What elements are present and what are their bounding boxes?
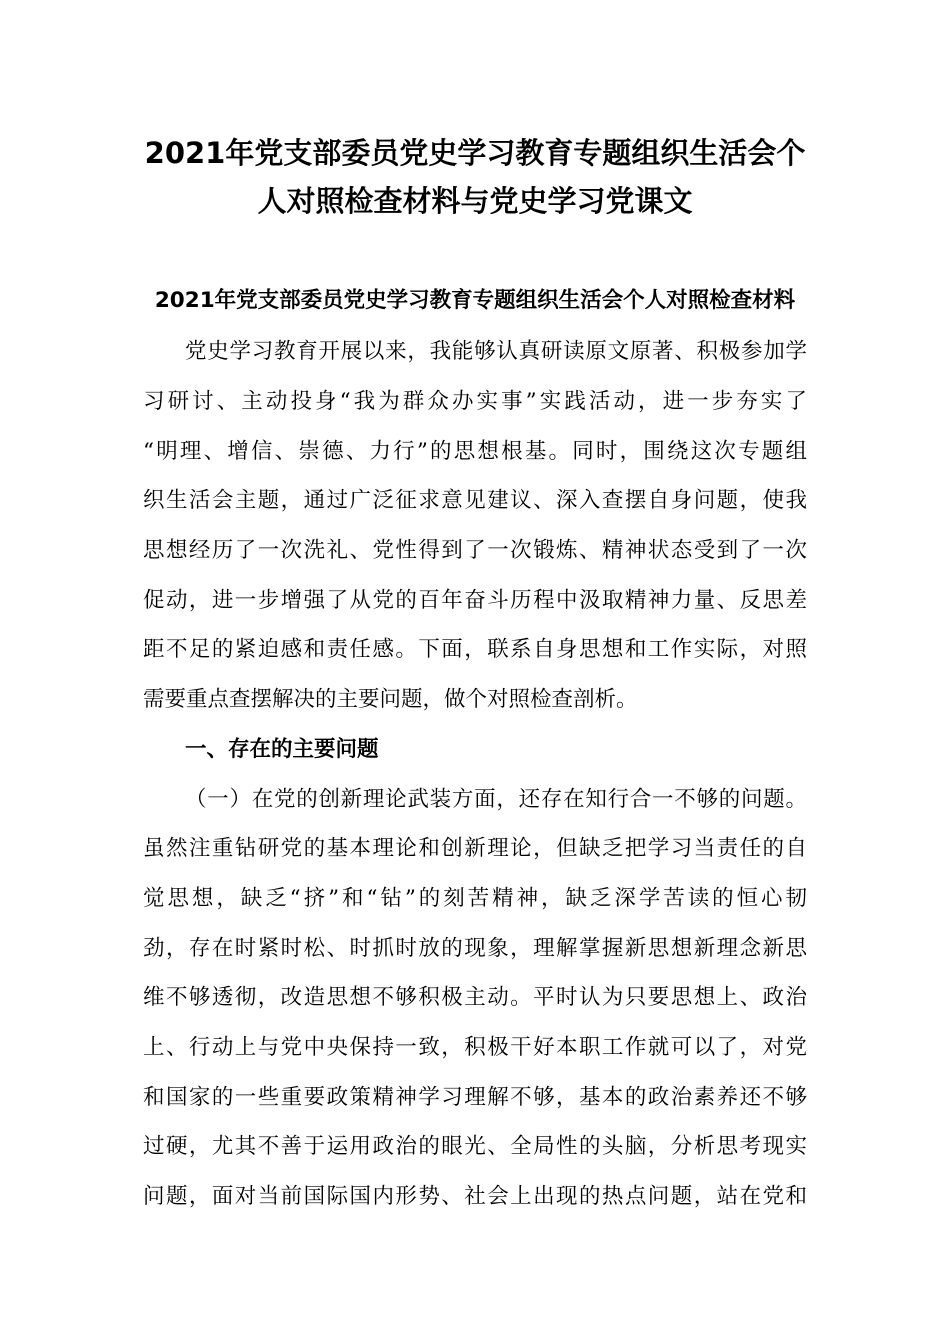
paragraph-line: 维不够透彻，改造思想不够积极主动。平时认为只要思想上、政治 (143, 985, 807, 1010)
paragraph-line: “明理、增信、崇德、力行”的思想根基。同时，围绕这次专题组 (143, 439, 807, 464)
paragraph-line: 习研讨、主动投身“我为群众办实事”实践活动，进一步夯实了 (143, 389, 807, 414)
paragraph-line: 织生活会主题，通过广泛征求意见建议、深入查摆自身问题，使我 (143, 488, 807, 513)
paragraph-line: 问题，面对当前国际国内形势、社会上出现的热点问题，站在党和 (143, 1184, 807, 1209)
paragraph-line: 和国家的一些重要政策精神学习理解不够，基本的政治素养还不够 (143, 1085, 807, 1110)
paragraph-line: 需要重点查摆解决的主要问题，做个对照检查剖析。 (143, 687, 638, 712)
document-title-line-2: 人对照检查材料与党史学习党课文 (257, 184, 693, 218)
paragraph-line: 党史学习教育开展以来，我能够认真研读原文原著、积极参加学 (185, 339, 807, 364)
paragraph-line: 虽然注重钻研党的基本理论和创新理论，但缺乏把学习当责任的自 (143, 836, 807, 861)
paragraph-line: 觉思想，缺乏“挤”和“钻”的刻苦精神，缺乏深学苦读的恒心韧 (143, 886, 807, 911)
paragraph-line: 上、行动上与党中央保持一致，积极干好本职工作就可以了，对党 (143, 1035, 807, 1060)
section-heading: 一、存在的主要问题 (185, 737, 379, 762)
paragraph-line: 劲，存在时紧时松、时抓时放的现象，理解掌握新思想新理念新思 (143, 936, 807, 961)
paragraph-line: 距不足的紧迫感和责任感。下面，联系自身思想和工作实际，对照 (143, 637, 807, 662)
section-title: 2021年党支部委员党史学习教育专题组织生活会个人对照检查材料 (154, 288, 796, 313)
paragraph-line: （一）在党的创新理论武装方面，还存在知行合一不够的问题。 (185, 787, 807, 812)
document-title-line-1: 2021年党支部委员党史学习教育专题组织生活会个 (144, 136, 806, 170)
paragraph-line: 过硬，尤其不善于运用政治的眼光、全局性的头脑，分析思考现实 (143, 1134, 807, 1159)
paragraph-line: 促动，进一步增强了从党的百年奋斗历程中汲取精神力量、反思差 (143, 588, 807, 613)
paragraph-line: 思想经历了一次洗礼、党性得到了一次锻炼、精神状态受到了一次 (143, 538, 807, 563)
